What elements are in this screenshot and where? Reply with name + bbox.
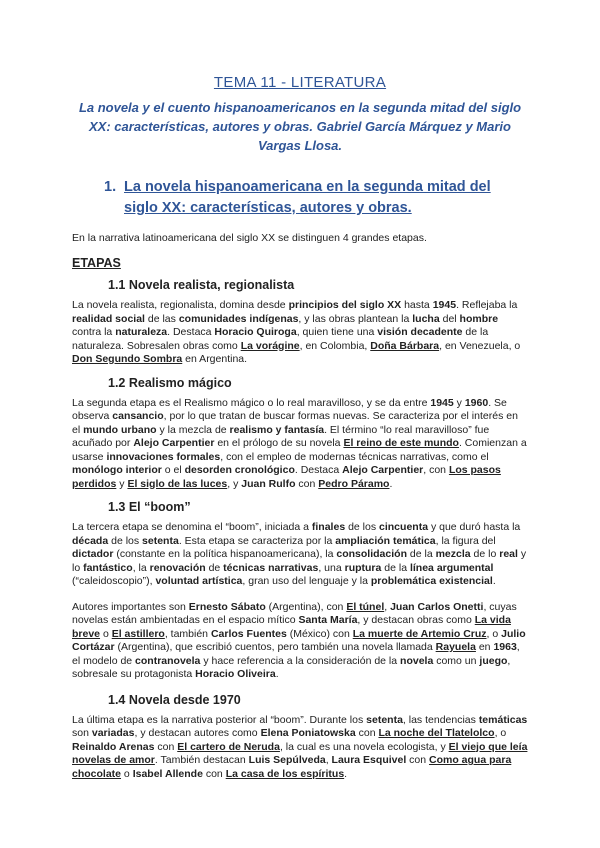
paragraph-1-4: La última etapa es la narrativa posterior al “boom”. Durante los setenta, las tendencias temáticas son variadas, y destacan autores como Elena Poniatowska con La noche del Tlatelolco, o Reinaldo Arenas con El cartero de Neruda, la cual es una novela ecologista, y El viejo que leía novelas de amor. También destacan Luis Sepúlveda, Laura Esquivel con Como agua para chocolate o Isabel Allende con La casa de los espíritus. [72, 713, 528, 780]
subsection-title-1-4: 1.4 Novela desde 1970 [108, 692, 241, 707]
paragraph-1-3a: La tercera etapa se denomina el “boom”, iniciada a finales de los cincuenta y que duró hasta la década de los setenta. Esta etapa se caracteriza por la ampliación temática, la figura del dictador (constante en la política hispanoamericana), la consolidación de la mezcla de lo real y lo fantástico, la renovación de técnicas narrativas, una ruptura de la línea argumental (“caleidoscopio”), voluntad artística, gran uso del lenguaje y la problemática existencial. [72, 521, 527, 587]
paragraph-1-3b: Autores importantes son Ernesto Sábato (Argentina), con El túnel, Juan Carlos Onetti, cuyas novelas están ambientadas en el espacio mítico Santa María, y destacan obras como La vida breve o El astillero, también Carlos Fuentes (México) con La muerte de Artemio Cruz, o Julio Cortázar (Argentina), que escribió cuentos, pero también una novela llamada Rayuela en 1963, el modelo de contranovela y hace referencia a la consideración de la novela como un juego, sobresale su protagonista Horacio Oliveira. [72, 600, 526, 680]
etapas-heading: ETAPAS [72, 256, 121, 270]
work-title: Pedro Páramo [318, 477, 390, 490]
work-title: Como agua para chocolate [72, 754, 512, 780]
work-title: El cartero de Neruda [177, 740, 280, 753]
work-title: Doña Bárbara [370, 339, 440, 352]
section-number: 1. [104, 179, 117, 195]
work-title: El siglo de las luces [127, 477, 228, 490]
intro-paragraph: En la narrativa latinoamericana del siglo XX se distinguen 4 grandes etapas. [72, 232, 427, 244]
work-title: La vida breve [72, 614, 511, 640]
work-title: La noche del Tlatelolco [378, 727, 495, 739]
work-title: La casa de los espíritus [225, 767, 345, 780]
work-title: La muerte de Artemio Cruz [352, 627, 487, 640]
paragraph-1-2: La segunda etapa es el Realismo mágico o lo real maravilloso, y se da entre 1945 y 1960. Se observa cansancio, por lo que tratan de buscar formas nuevas. Se caracteriza por el interés en el mundo urbano y la mezcla de realismo y fantasía. El término “lo real maravilloso” fue acuñado por Alejo Carpentier en el prólogo de su novela El reino de este mundo. Comienzan a usarse innovaciones formales, con el empleo de modernas técnicas narrativas, como el monólogo interior o el desorden cronológico. Destaca Alejo Carpentier, con Los pasos perdidos y El siglo de las luces, y Juan Rulfo con Pedro Páramo. [72, 396, 527, 490]
topic-subtitle: La novela y el cuento hispanoamericanos en la segunda mitad del siglo XX: características, autores y obras. Gabriel García Márquez y Mario Vargas Llosa. [78, 100, 522, 153]
work-title: La vorágine [240, 339, 300, 352]
work-title: El viejo que leía novelas de amor [72, 740, 528, 766]
paragraph-1-1: La novela realista, regionalista, domina desde principios del siglo XX hasta 1945. Reflejaba la realidad social de las comunidades indígenas, y las obras plantean la lucha del hombre contra la naturaleza. Destaca Horacio Quiroga, quien tiene una visión decadente de la naturaleza. Sobresalen obras como La vorágine, en Colombia, Doña Bárbara, en Venezuela, o Don Segundo Sombra en Argentina. [72, 299, 521, 365]
work-title: Rayuela [435, 641, 476, 653]
work-title: El astillero [111, 627, 165, 640]
work-title: El reino de este mundo [343, 437, 459, 449]
work-title: Los pasos perdidos [72, 464, 501, 490]
work-title: El túnel [346, 600, 385, 613]
work-title: Don Segundo Sombra [72, 353, 183, 365]
section-heading [72, 177, 528, 219]
section-title: La novela hispanoamericana en la segunda mitad del siglo XX: características, autores y obras. [124, 179, 491, 216]
topic-title: TEMA 11 - LITERATURA [213, 74, 387, 91]
subsection-title-1-2: 1.2 Realismo mágico [108, 375, 232, 390]
subsection-title-1-3: 1.3 El “boom” [108, 500, 191, 514]
subsection-title-1-1: 1.1 Novela realista, regionalista [108, 278, 295, 292]
